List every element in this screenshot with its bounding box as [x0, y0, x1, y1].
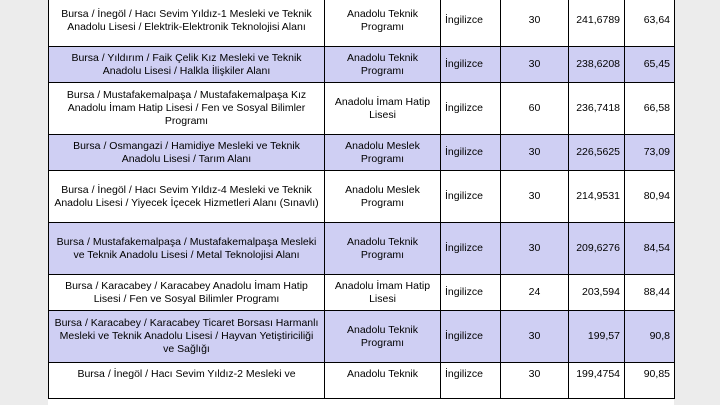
school-name-cell: Bursa / Osmangazi / Hamidiye Mesleki ve Teknik Anadolu Lisesi / Tarım Alanı: [49, 135, 325, 171]
quota-cell: 30: [501, 223, 569, 275]
quota-cell: 30: [501, 171, 569, 223]
percentile-cell: 84,54: [625, 223, 675, 275]
language-cell: İngilizce: [441, 171, 501, 223]
program-type-cell: Anadolu Teknik Programı: [325, 223, 441, 275]
table-row: [49, 135, 675, 171]
school-name-cell: Bursa / İnegöl / Hacı Sevim Yıldız-2 Mesleki ve: [49, 363, 325, 399]
document-page: [48, 0, 674, 405]
program-type-cell: Anadolu Teknik Programı: [325, 47, 441, 83]
program-type-cell: Anadolu İmam Hatip Lisesi: [325, 275, 441, 311]
quota-cell: 30: [501, 311, 569, 363]
quota-cell: 30: [501, 135, 569, 171]
quota-cell: 60: [501, 83, 569, 135]
table-body: [49, 0, 675, 399]
language-cell: İngilizce: [441, 135, 501, 171]
percentile-cell: 73,09: [625, 135, 675, 171]
language-cell: İngilizce: [441, 0, 501, 47]
table-row: [49, 47, 675, 83]
base-score-cell: 209,6276: [569, 223, 625, 275]
table-row: [49, 275, 675, 311]
base-score-cell: 241,6789: [569, 0, 625, 47]
program-type-cell: Anadolu Meslek Programı: [325, 135, 441, 171]
school-name-cell: Bursa / Mustafakemalpaşa / Mustafakemalpaşa Kız Anadolu İmam Hatip Lisesi / Fen ve Sosyal Bilimler Programı: [49, 83, 325, 135]
program-type-cell: Anadolu Teknik Programı: [325, 311, 441, 363]
percentile-cell: 63,64: [625, 0, 675, 47]
percentile-cell: 65,45: [625, 47, 675, 83]
school-quota-table: [48, 0, 675, 399]
base-score-cell: 199,4754: [569, 363, 625, 399]
base-score-cell: 236,7418: [569, 83, 625, 135]
language-cell: İngilizce: [441, 47, 501, 83]
program-type-cell: Anadolu Teknik Programı: [325, 0, 441, 47]
table-row: [49, 311, 675, 363]
program-type-cell: Anadolu Meslek Programı: [325, 171, 441, 223]
quota-cell: 30: [501, 47, 569, 83]
quota-cell: 30: [501, 0, 569, 47]
table-row: [49, 363, 675, 399]
school-name-cell: Bursa / İnegöl / Hacı Sevim Yıldız-4 Mesleki ve Teknik Anadolu Lisesi / Yiyecek İçecek Hizmetleri Alanı (Sınavlı): [49, 171, 325, 223]
table-row: [49, 223, 675, 275]
program-type-cell: Anadolu İmam Hatip Lisesi: [325, 83, 441, 135]
table-row: [49, 83, 675, 135]
language-cell: İngilizce: [441, 311, 501, 363]
program-type-cell: Anadolu Teknik: [325, 363, 441, 399]
school-name-cell: Bursa / Yıldırım / Faik Çelik Kız Mesleki ve Teknik Anadolu Lisesi / Halkla İlişkiler Alanı: [49, 47, 325, 83]
base-score-cell: 199,57: [569, 311, 625, 363]
language-cell: İngilizce: [441, 363, 501, 399]
school-name-cell: Bursa / Mustafakemalpaşa / Mustafakemalpaşa Mesleki ve Teknik Anadolu Lisesi / Metal Teknolojisi Alanı: [49, 223, 325, 275]
percentile-cell: 90,85: [625, 363, 675, 399]
table-row: [49, 0, 675, 47]
percentile-cell: 66,58: [625, 83, 675, 135]
language-cell: İngilizce: [441, 83, 501, 135]
percentile-cell: 80,94: [625, 171, 675, 223]
base-score-cell: 238,6208: [569, 47, 625, 83]
quota-cell: 24: [501, 275, 569, 311]
school-name-cell: Bursa / Karacabey / Karacabey Ticaret Borsası Harmanlı Mesleki ve Teknik Anadolu Lisesi / Hayvan Yetiştiriciliği ve Sağlığı: [49, 311, 325, 363]
quota-cell: 30: [501, 363, 569, 399]
percentile-cell: 88,44: [625, 275, 675, 311]
base-score-cell: 203,594: [569, 275, 625, 311]
school-name-cell: Bursa / Karacabey / Karacabey Anadolu İmam Hatip Lisesi / Fen ve Sosyal Bilimler Programı: [49, 275, 325, 311]
language-cell: İngilizce: [441, 275, 501, 311]
table-row: [49, 171, 675, 223]
percentile-cell: 90,8: [625, 311, 675, 363]
language-cell: İngilizce: [441, 223, 501, 275]
base-score-cell: 226,5625: [569, 135, 625, 171]
school-name-cell: Bursa / İnegöl / Hacı Sevim Yıldız-1 Mesleki ve Teknik Anadolu Lisesi / Elektrik-Elektronik Teknolojisi Alanı: [49, 0, 325, 47]
base-score-cell: 214,9531: [569, 171, 625, 223]
